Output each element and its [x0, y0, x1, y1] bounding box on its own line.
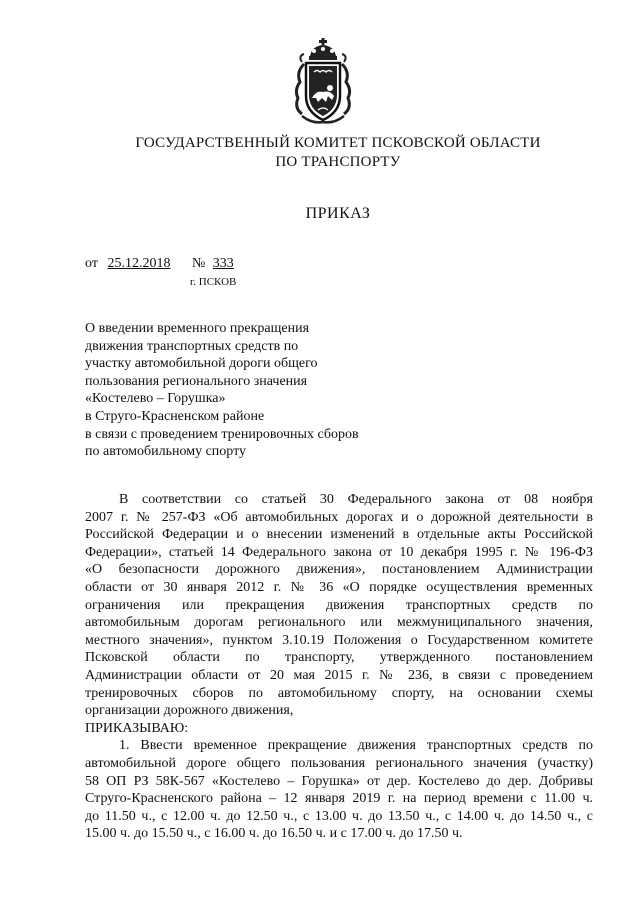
organization-name-line2: ПО ТРАНСПОРТУ: [275, 154, 401, 170]
body-line: Российской Федерации и о внесении изменений в отдельные акты Российской: [85, 527, 593, 543]
body-line: «О безопасности дорожного движения», постановлением Администрации: [85, 562, 593, 578]
subject-line: по автомобильному спорту: [85, 444, 247, 460]
body-line: организации дорожного движения,: [85, 703, 294, 719]
body-line: автомобильным дорогам регионального или межмуниципального значения,: [85, 615, 593, 631]
document-city: г. ПСКОВ: [190, 276, 237, 288]
document-subject: [85, 320, 415, 461]
body-line: Псковской области по транспорту, утвержденного постановлением: [85, 650, 593, 666]
number-label: №: [191, 256, 206, 271]
pskov-coat-of-arms-icon: [290, 38, 356, 126]
subject-line: О введении временного прекращения: [85, 321, 310, 336]
document-type-title: ПРИКАЗ: [305, 205, 371, 222]
body-line: области от 30 января 2012 г. № 36 «О порядке осуществления временных: [85, 579, 593, 595]
item-line: 1. Ввести временное прекращение движения транспортных средств по: [119, 738, 593, 754]
subject-line: «Костелево – Горушка»: [85, 391, 226, 407]
subject-line: пользования регионального значения: [85, 373, 308, 389]
document-date: 25.12.2018: [107, 256, 171, 271]
subject-line: движения транспортных средств по: [85, 338, 299, 354]
body-line: местного значения», пунктом 3.10.19 Положения о Государственном комитете: [85, 632, 593, 648]
date-prefix: от: [85, 256, 98, 271]
body-line: тренировочных сборов по автомобильному спорту, на основании схемы: [85, 685, 593, 701]
item-line: 58 ОП РЗ 58К-567 «Костелево – Горушка» от дер. Костелево до дер. Добривы: [85, 773, 593, 789]
item-line: автомобильной дороге общего пользования регионального значения (участку): [85, 755, 593, 771]
document-body: [85, 491, 593, 843]
item-line: Струго-Красненского района – 12 января 2019 г. на период времени с 11.00 ч.: [85, 791, 593, 807]
subject-line: в Струго-Красненском районе: [85, 408, 265, 424]
order-word: ПРИКАЗЫВАЮ:: [85, 720, 189, 736]
item-line: до 11.50 ч., с 12.00 ч. до 12.50 ч., с 13.00 ч. до 13.50 ч., с 14.00 ч. до 14.50 ч., с: [85, 808, 593, 824]
body-line: Федерации», статьей 14 Федерального закона от 10 декабря 1995 г. № 196-ФЗ: [85, 544, 593, 560]
subject-line: участку автомобильной дороги общего: [85, 356, 318, 372]
body-line: В соответствии со статьей 30 Федерального закона от 08 ноября: [119, 492, 593, 507]
document-number: 333: [212, 256, 234, 271]
item-line: 15.00 ч. до 15.50 ч., с 16.00 ч. до 16.50 ч. и с 17.00 ч. до 17.50 ч.: [85, 826, 463, 842]
document-meta: [85, 256, 234, 272]
body-line: 2007 г. № 257-ФЗ «Об автомобильных дорогах и о дорожной деятельности в: [85, 509, 593, 525]
organization-name-line1: ГОСУДАРСТВЕННЫЙ КОМИТЕТ ПСКОВСКОЙ ОБЛАСТИ: [135, 135, 541, 151]
subject-line: в связи с проведением тренировочных сборов: [85, 426, 359, 442]
body-line: ограничения или прекращения движения транспортных средств по: [85, 597, 593, 613]
body-line: Администрации области от 20 мая 2015 г. № 236, в связи с проведением: [85, 667, 593, 683]
